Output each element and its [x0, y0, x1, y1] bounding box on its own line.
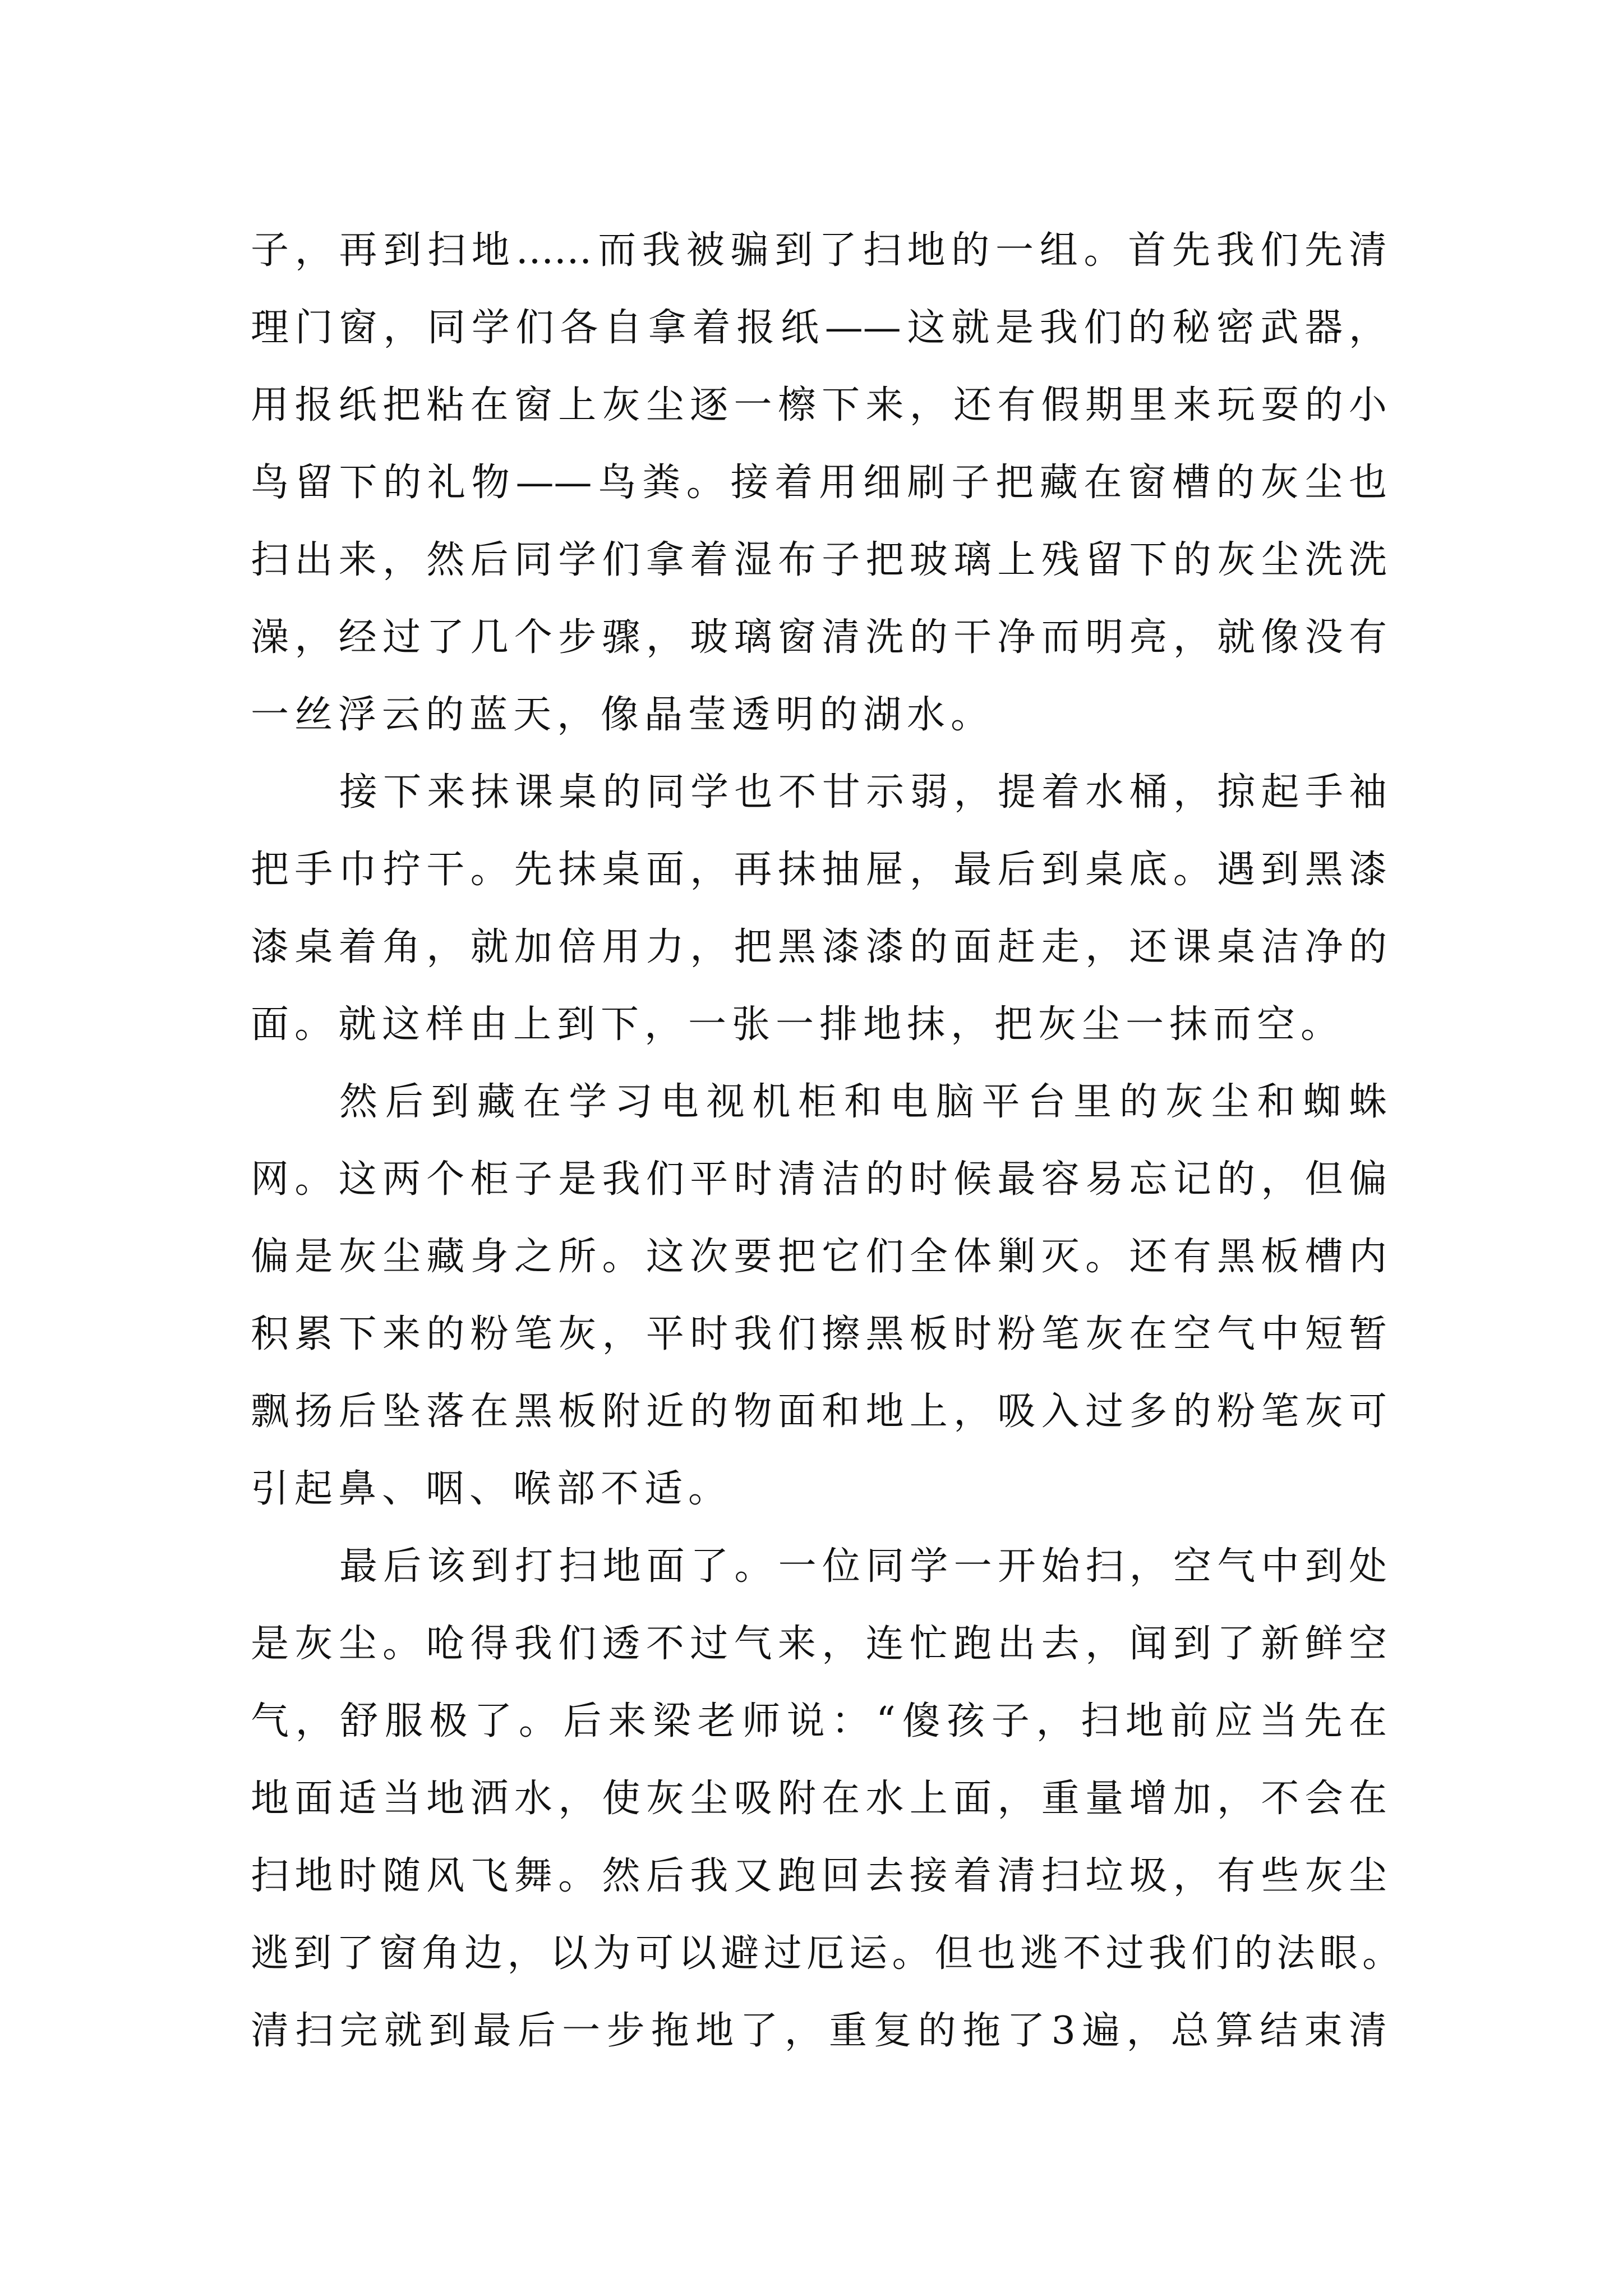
text-line: 漆桌着角，就加倍用力，把黑漆漆的面赶走，还课桌洁净的 — [251, 925, 1387, 969]
text-line: 最后该到打扫地面了。一位同学一开始扫，空气中到处 — [339, 1544, 1387, 1589]
text-line: 扫地时随风飞舞。然后我又跑回去接着清扫垃圾，有些灰尘 — [251, 1854, 1387, 1898]
text-line: 偏是灰尘藏身之所。这次要把它们全体剿灭。还有黑板槽内 — [251, 1235, 1387, 1279]
text-line: 接下来抹课桌的同学也不甘示弱，提着水桶，掠起手袖 — [339, 770, 1387, 815]
paragraph — [251, 1528, 1400, 2070]
text-line: 地面适当地洒水，使灰尘吸附在水上面，重量增加，不会在 — [251, 1777, 1387, 1821]
paragraph — [251, 754, 1387, 1064]
text-line: 鸟留下的礼物——鸟粪。接着用细刷子把藏在窗槽的灰尘也 — [251, 461, 1387, 505]
text-line: 把手巾拧干。先抹桌面，再抹抽屉，最后到桌底。遇到黑漆 — [251, 848, 1387, 892]
body-text — [251, 212, 1400, 2070]
text-line: 面。就这样由上到下，一张一排地抹，把灰尘一抹而空。 — [251, 1002, 1345, 1047]
paragraph — [251, 1064, 1387, 1528]
paragraph — [251, 212, 1387, 754]
text-line: 气，舒服极了。后来梁老师说：“傻孩子，扫地前应当先在 — [251, 1699, 1387, 1743]
text-line: 引起鼻、咽、喉部不适。 — [251, 1467, 732, 1511]
text-line: 是灰尘。呛得我们透不过气来，连忙跑出去，闻到了新鲜空 — [251, 1622, 1387, 1666]
text-line: 用报纸把粘在窗上灰尘逐一檫下来，还有假期里来玩耍的小 — [251, 383, 1387, 427]
text-line: 澡，经过了几个步骤，玻璃窗清洗的干净而明亮，就像没有 — [251, 615, 1387, 660]
text-line: 扫出来，然后同学们拿着湿布子把玻璃上残留下的灰尘洗洗 — [251, 538, 1387, 582]
text-line: 然后到藏在学习电视机柜和电脑平台里的灰尘和蜘蛛 — [339, 1080, 1387, 1124]
text-line: 积累下来的粉笔灰，平时我们擦黑板时粉笔灰在空气中短暂 — [251, 1312, 1387, 1356]
text-line: 飘扬后坠落在黑板附近的物面和地上，吸入过多的粉笔灰可 — [251, 1389, 1387, 1434]
text-line: 子，再到扫地……而我被骗到了扫地的一组。首先我们先清 — [251, 228, 1387, 273]
text-line: 网。这两个柜子是我们平时清洁的时候最容易忘记的，但偏 — [251, 1157, 1387, 1202]
text-line: 理门窗，同学们各自拿着报纸——这就是我们的秘密武器， — [251, 306, 1387, 350]
text-line: 一丝浮云的蓝天，像晶莹透明的湖水。 — [251, 693, 995, 737]
text-line: 逃到了窗角边，以为可以避过厄运。但也逃不过我们的法眼。 — [251, 1931, 1400, 1976]
text-line: 清扫完就到最后一步拖地了，重复的拖了3遍，总算结束清 — [251, 2009, 1387, 2053]
